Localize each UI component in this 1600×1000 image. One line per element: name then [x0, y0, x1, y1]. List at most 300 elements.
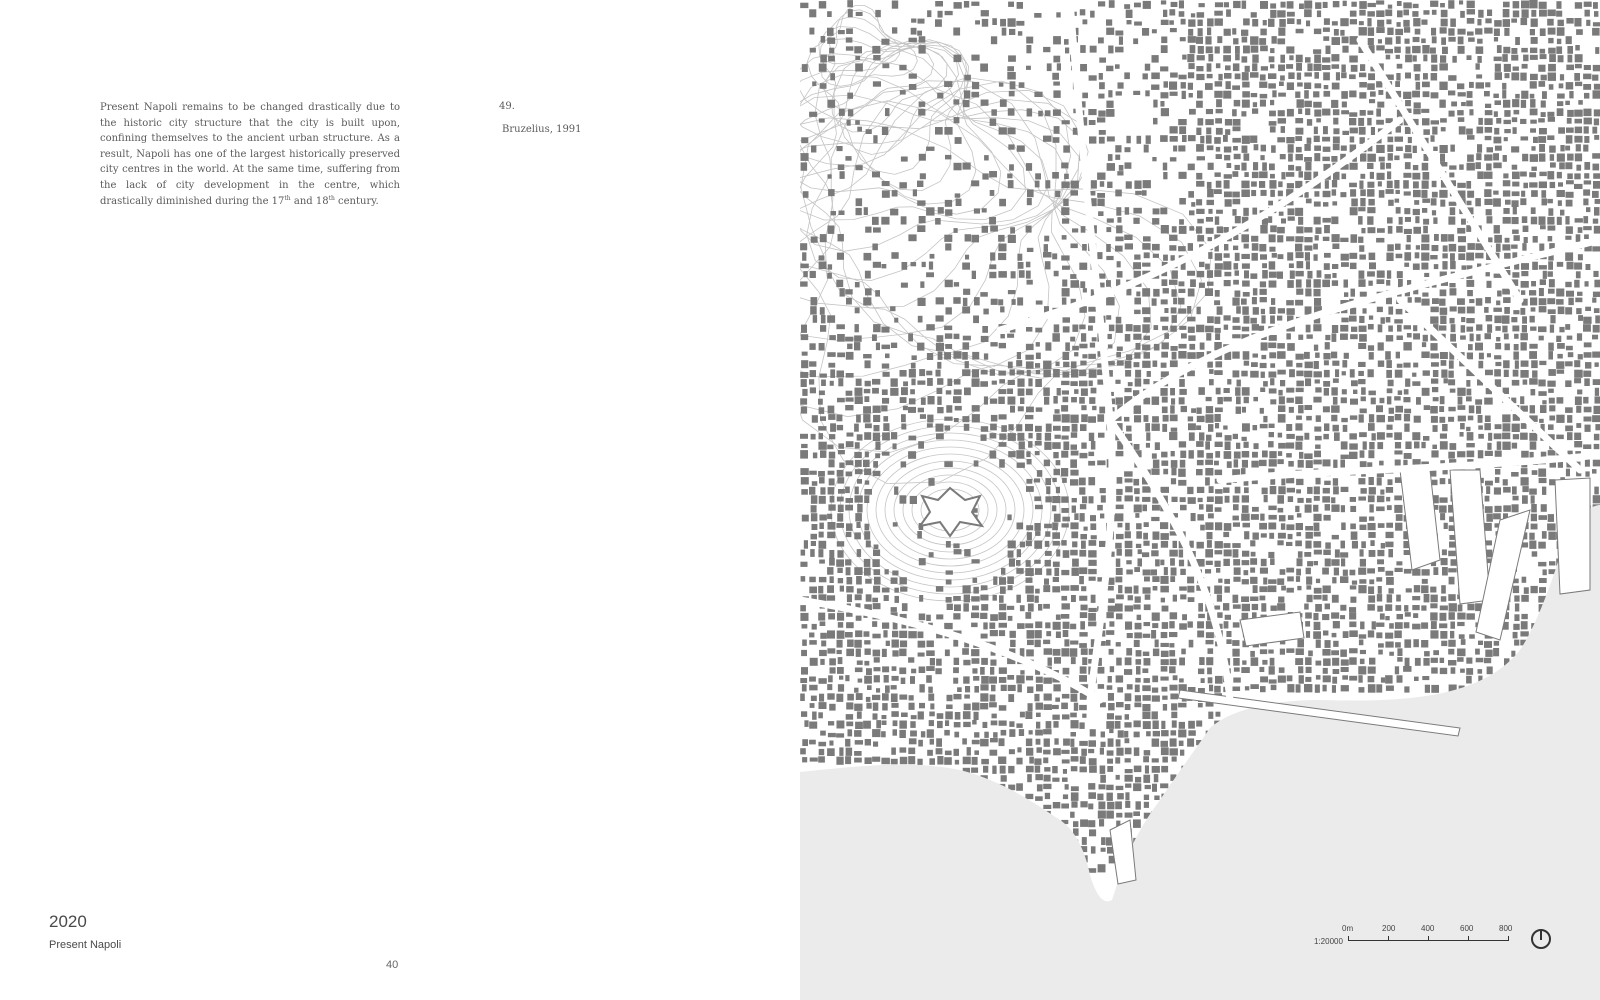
building-block: [1260, 225, 1267, 234]
building-block: [1053, 684, 1060, 691]
building-block: [1044, 460, 1050, 467]
building-block: [1161, 598, 1165, 603]
building-block: [1458, 246, 1465, 252]
building-block: [945, 650, 950, 657]
building-block: [1214, 461, 1219, 466]
building-block: [1332, 658, 1339, 666]
building-block: [1232, 469, 1240, 475]
building-block: [1063, 372, 1070, 378]
building-block: [1583, 199, 1588, 206]
building-block: [1133, 819, 1141, 828]
building-block: [819, 255, 825, 260]
building-block: [1062, 714, 1070, 719]
building-block: [1079, 263, 1087, 270]
building-block: [1367, 182, 1374, 188]
building-block: [1367, 207, 1375, 213]
building-block: [1136, 292, 1140, 297]
building-block: [1205, 36, 1211, 44]
building-block: [1287, 488, 1295, 493]
building-block: [1270, 174, 1275, 179]
building-block: [874, 569, 881, 575]
building-block: [1386, 497, 1390, 502]
building-block: [1376, 405, 1383, 412]
building-block: [1565, 282, 1571, 287]
building-block: [1224, 244, 1228, 251]
building-block: [945, 155, 951, 160]
building-block: [1179, 198, 1186, 205]
building-block: [1088, 783, 1095, 790]
building-block: [836, 280, 843, 287]
building-block: [819, 262, 827, 270]
building-block: [1070, 337, 1075, 342]
building-block: [1369, 262, 1376, 269]
building-block: [954, 117, 960, 123]
building-block: [1395, 460, 1401, 466]
building-block: [1548, 208, 1553, 216]
building-block: [1061, 614, 1069, 619]
building-block: [1133, 218, 1139, 224]
building-block: [920, 414, 926, 419]
building-block: [1217, 397, 1223, 404]
building-block: [1169, 245, 1176, 251]
building-block: [1359, 640, 1364, 646]
building-block: [1170, 558, 1175, 566]
building-block: [1196, 66, 1203, 71]
building-block: [1244, 531, 1249, 539]
building-block: [1142, 704, 1150, 711]
building-block: [1423, 335, 1428, 342]
building-block: [1503, 155, 1507, 162]
building-block: [1027, 630, 1035, 639]
building-block: [1126, 181, 1132, 188]
building-block: [1269, 281, 1277, 288]
building-block: [1260, 254, 1267, 259]
building-block: [1243, 351, 1250, 360]
building-block: [1169, 235, 1177, 241]
building-block: [1485, 333, 1492, 339]
building-block: [964, 1, 969, 8]
building-block: [881, 731, 886, 737]
building-block: [1199, 3, 1205, 7]
building-block: [1269, 451, 1276, 458]
building-block: [1143, 695, 1151, 701]
building-block: [1532, 262, 1538, 270]
building-block: [944, 235, 952, 242]
building-block: [1322, 568, 1329, 575]
building-block: [1178, 298, 1184, 305]
building-block: [1046, 631, 1051, 636]
building-block: [882, 190, 890, 197]
building-block: [1412, 55, 1416, 61]
building-block: [1233, 119, 1241, 126]
building-block: [1367, 83, 1375, 90]
building-block: [1181, 19, 1186, 25]
building-block: [1377, 496, 1385, 503]
building-block: [1413, 209, 1420, 215]
building-block: [802, 252, 806, 260]
building-block: [800, 562, 807, 567]
building-block: [1026, 361, 1034, 368]
building-block: [899, 631, 907, 638]
building-block: [1286, 333, 1291, 339]
building-block: [1566, 82, 1574, 89]
building-block: [1205, 264, 1210, 270]
building-block: [1306, 325, 1311, 333]
building-block: [1145, 90, 1149, 96]
building-block: [1441, 234, 1448, 242]
building-block: [1161, 721, 1165, 729]
building-block: [863, 354, 872, 358]
building-block: [962, 648, 969, 655]
building-block: [1584, 162, 1590, 170]
building-block: [872, 334, 877, 341]
building-block: [909, 369, 916, 378]
building-block: [1281, 2, 1286, 8]
building-block: [1403, 2, 1412, 8]
building-block: [965, 686, 970, 692]
building-block: [1430, 353, 1439, 358]
building-block: [1170, 685, 1178, 691]
building-block: [1548, 64, 1556, 72]
building-block: [1243, 292, 1250, 297]
building-block: [802, 739, 808, 746]
building-block: [1160, 560, 1164, 566]
building-block: [1460, 432, 1464, 437]
building-block: [1217, 36, 1222, 43]
building-block: [864, 631, 870, 637]
building-block: [827, 532, 835, 539]
building-block: [1162, 342, 1169, 349]
building-block: [1164, 81, 1169, 87]
building-block: [875, 10, 881, 17]
building-block: [971, 623, 978, 628]
building-block: [865, 480, 869, 484]
building-block: [1127, 20, 1132, 24]
building-block: [1594, 109, 1600, 116]
building-block: [886, 641, 890, 646]
building-block: [1315, 235, 1319, 240]
building-block: [1200, 343, 1205, 350]
building-block: [1558, 200, 1562, 206]
building-block: [1295, 423, 1302, 430]
building-block: [1223, 261, 1231, 270]
building-block: [829, 459, 835, 467]
building-block: [855, 307, 860, 313]
building-block: [1235, 270, 1240, 275]
building-block: [1277, 578, 1284, 585]
building-block: [1296, 388, 1304, 392]
building-block: [1304, 172, 1311, 180]
building-block: [1115, 145, 1121, 152]
building-block: [1242, 306, 1249, 314]
building-block: [1340, 18, 1348, 26]
building-block: [1262, 451, 1268, 458]
building-block: [1088, 569, 1097, 574]
building-block: [1206, 640, 1214, 644]
building-block: [882, 364, 889, 369]
building-block: [1388, 416, 1394, 422]
building-block: [1440, 200, 1445, 207]
building-block: [937, 362, 941, 369]
building-block: [1188, 191, 1194, 198]
building-block: [1286, 542, 1292, 546]
building-block: [901, 424, 906, 430]
building-block: [1593, 2, 1598, 9]
building-block: [1306, 568, 1311, 575]
building-block: [1305, 252, 1310, 261]
building-block: [890, 388, 898, 396]
building-block: [1110, 666, 1114, 672]
building-block: [1323, 488, 1330, 494]
building-block: [1136, 666, 1141, 674]
building-block: [1558, 307, 1565, 315]
building-block: [1450, 306, 1457, 311]
building-block: [935, 19, 942, 27]
building-block: [1169, 550, 1177, 557]
building-block: [1331, 612, 1339, 618]
building-block: [1396, 73, 1400, 81]
building-block: [1009, 729, 1015, 737]
building-block: [1106, 297, 1115, 305]
building-block: [1368, 38, 1374, 45]
building-block: [828, 504, 835, 510]
building-block: [1134, 586, 1139, 594]
building-block: [1486, 163, 1492, 170]
building-block: [1161, 741, 1169, 747]
building-block: [1286, 172, 1294, 177]
building-block: [1593, 90, 1600, 98]
building-block: [1396, 514, 1403, 521]
building-block: [1307, 271, 1312, 279]
building-block: [1475, 198, 1481, 206]
building-block: [999, 433, 1006, 439]
building-block: [937, 713, 944, 719]
building-block: [1223, 135, 1228, 142]
building-block: [1565, 216, 1569, 224]
building-block: [1513, 632, 1518, 639]
building-block: [1575, 2, 1582, 9]
building-block: [1450, 19, 1456, 27]
building-block: [1394, 47, 1401, 53]
building-block: [1578, 354, 1583, 359]
building-block: [1242, 72, 1249, 80]
building-block: [828, 226, 835, 234]
building-block: [829, 452, 835, 459]
building-block: [1206, 109, 1213, 114]
building-block: [1368, 630, 1374, 637]
building-block: [846, 298, 852, 305]
building-block: [1333, 478, 1338, 486]
building-block: [820, 731, 826, 736]
building-block: [1547, 381, 1555, 387]
building-block: [1307, 561, 1313, 566]
building-block: [1235, 291, 1241, 297]
building-block: [801, 162, 808, 170]
building-block: [1143, 775, 1150, 783]
building-block: [1281, 478, 1285, 486]
building-block: [1504, 370, 1509, 377]
building-block: [1117, 261, 1121, 267]
building-block: [1223, 227, 1228, 233]
building-block: [1242, 327, 1249, 332]
building-block: [1261, 66, 1268, 70]
building-block: [1513, 207, 1517, 214]
building-block: [954, 163, 962, 171]
building-block: [1007, 174, 1012, 179]
building-block: [855, 495, 863, 502]
building-block: [1117, 171, 1123, 175]
building-block: [837, 253, 844, 260]
building-block: [1063, 668, 1070, 675]
building-block: [1079, 675, 1087, 682]
building-block: [881, 39, 889, 45]
building-block: [1100, 775, 1106, 783]
building-block: [1029, 757, 1034, 764]
building-block: [1451, 324, 1456, 332]
building-block: [1152, 424, 1160, 431]
building-block: [1253, 354, 1259, 358]
building-block: [1523, 380, 1528, 385]
building-block: [1187, 54, 1194, 62]
building-block: [1405, 127, 1411, 134]
building-block: [1171, 730, 1177, 735]
building-block: [845, 739, 850, 747]
building-block: [1286, 443, 1294, 449]
building-block: [1214, 686, 1221, 693]
building-block: [1585, 10, 1590, 17]
building-block: [1440, 316, 1446, 324]
building-block: [929, 720, 934, 726]
building-block: [1268, 343, 1276, 349]
building-block: [1117, 687, 1123, 692]
building-block: [1467, 432, 1474, 440]
building-block: [1286, 64, 1293, 69]
building-block: [1567, 432, 1573, 440]
building-block: [1179, 75, 1187, 80]
building-block: [1061, 182, 1069, 189]
building-block: [1521, 290, 1525, 295]
building-block: [1477, 144, 1482, 153]
building-block: [819, 477, 825, 483]
building-block: [873, 406, 881, 413]
building-block: [1134, 721, 1141, 728]
building-block: [1566, 346, 1573, 351]
building-block: [1376, 632, 1382, 638]
building-block: [1487, 147, 1494, 152]
building-block: [992, 714, 997, 719]
building-block: [1160, 586, 1169, 593]
building-block: [1215, 253, 1222, 261]
building-block: [1142, 361, 1150, 368]
building-block: [1378, 181, 1382, 186]
building-block: [1430, 603, 1437, 608]
building-block: [1421, 109, 1429, 113]
building-block: [1173, 146, 1177, 152]
building-block: [1260, 686, 1266, 692]
building-block: [1098, 1, 1105, 6]
building-block: [1232, 28, 1236, 34]
building-block: [1035, 505, 1043, 509]
building-block: [1236, 407, 1241, 414]
building-block: [1025, 415, 1033, 419]
building-block: [1071, 361, 1077, 368]
building-block: [954, 722, 961, 727]
building-block: [1016, 758, 1022, 765]
building-block: [998, 389, 1006, 394]
building-block: [1304, 1, 1312, 9]
building-block: [1000, 19, 1006, 27]
building-block: [1493, 94, 1499, 98]
building-block: [926, 147, 934, 151]
building-block: [1242, 604, 1250, 611]
building-block: [1369, 99, 1375, 103]
scale-label: 800: [1499, 924, 1513, 933]
building-block: [846, 397, 854, 401]
building-block: [1425, 685, 1430, 693]
building-block: [1063, 317, 1071, 322]
building-block: [1079, 741, 1088, 746]
building-block: [1270, 558, 1275, 565]
building-block: [1161, 0, 1166, 4]
building-block: [1414, 200, 1419, 205]
building-block: [1180, 497, 1186, 502]
building-block: [1242, 281, 1250, 287]
building-block: [812, 624, 817, 630]
building-block: [1080, 504, 1086, 509]
building-block: [1188, 36, 1196, 43]
building-block: [1053, 622, 1061, 630]
building-block: [1514, 110, 1520, 115]
building-block: [1494, 57, 1502, 62]
building-block: [1268, 552, 1274, 558]
building-block: [1008, 108, 1015, 115]
building-block: [1071, 181, 1079, 189]
building-block: [846, 523, 853, 531]
building-block: [1098, 94, 1104, 99]
building-block: [846, 37, 853, 42]
building-block: [1592, 191, 1599, 198]
building-block: [820, 374, 827, 378]
building-block: [1179, 389, 1186, 395]
building-block: [926, 650, 935, 656]
building-block: [1135, 370, 1141, 378]
building-block: [1529, 351, 1537, 359]
building-block: [1189, 432, 1195, 440]
building-block: [953, 99, 959, 104]
building-block: [1484, 398, 1493, 405]
building-block: [1421, 20, 1427, 25]
building-block: [999, 677, 1006, 683]
building-block: [1502, 289, 1510, 295]
building-block: [1421, 640, 1428, 648]
building-block: [1215, 507, 1222, 512]
building-block: [1242, 387, 1250, 395]
building-block: [1071, 657, 1076, 664]
building-block: [1557, 101, 1563, 106]
building-block: [1584, 352, 1592, 358]
building-block: [1250, 558, 1257, 565]
building-block: [1592, 415, 1600, 422]
building-block: [1001, 775, 1007, 782]
building-block: [1080, 453, 1088, 458]
building-block: [827, 648, 835, 653]
building-block: [1115, 757, 1120, 763]
building-block: [1503, 2, 1510, 8]
building-block: [856, 379, 862, 386]
building-block: [1198, 118, 1204, 125]
building-block: [1385, 642, 1393, 648]
building-block: [1143, 570, 1151, 576]
